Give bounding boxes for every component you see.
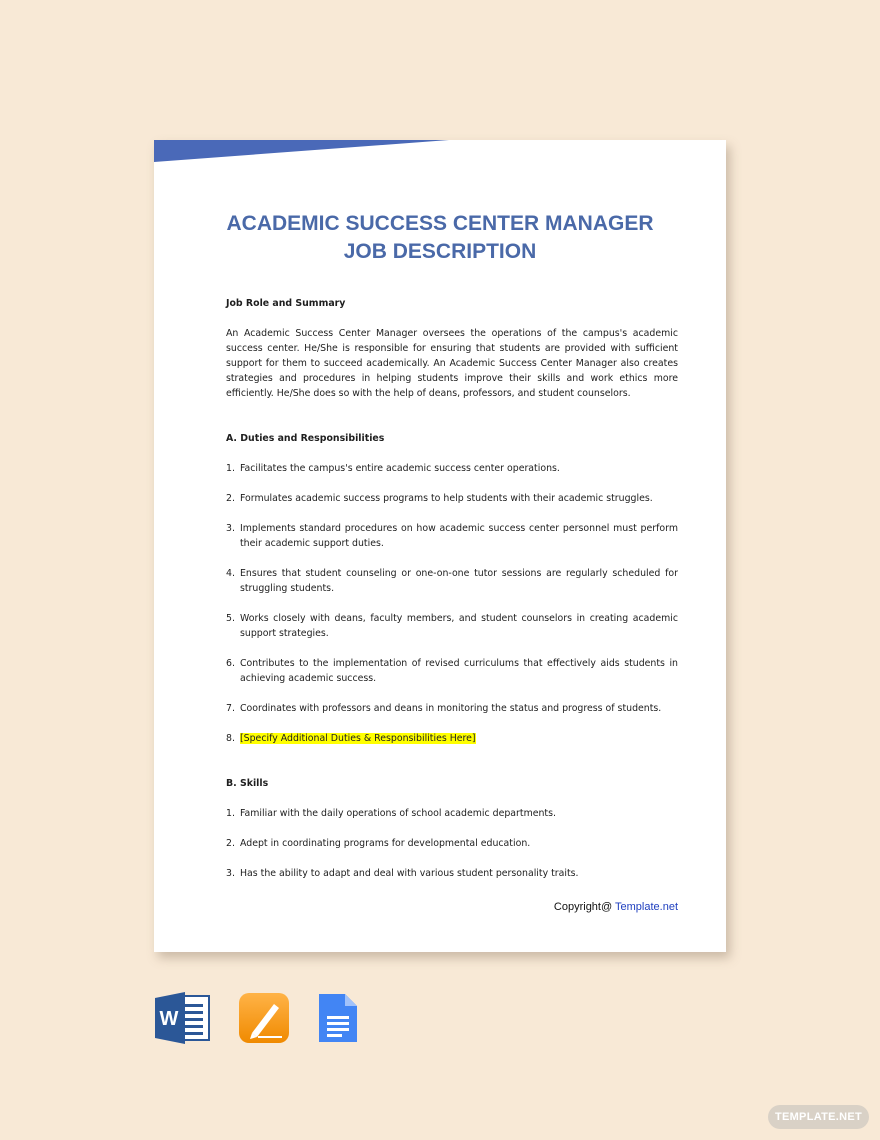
- header-band: [154, 140, 726, 164]
- skills-list: [226, 806, 678, 881]
- title-line-2: JOB DESCRIPTION: [343, 240, 537, 263]
- item-text: Facilitates the campus's entire academic success center operations.: [240, 463, 560, 474]
- skills-heading: B. Skills: [226, 778, 269, 789]
- word-icon[interactable]: [155, 992, 211, 1044]
- title-line-1: ACADEMIC SUCCESS CENTER MANAGER: [226, 212, 654, 235]
- item-text: Contributes to the implementation of revised curriculums that effectively aids students in achieving academic success.: [240, 658, 678, 684]
- copyright-line: [554, 901, 678, 913]
- item-text: Formulates academic success programs to help students with their academic struggles.: [240, 493, 653, 504]
- list-item: [226, 866, 678, 881]
- item-text: Implements standard procedures on how academic success center personnel must perform their academic support duties.: [240, 523, 678, 549]
- list-item: [226, 656, 678, 686]
- item-text: Coordinates with professors and deans in monitoring the status and progress of students.: [240, 703, 662, 714]
- list-item: [226, 806, 678, 821]
- pages-icon[interactable]: [238, 992, 290, 1044]
- list-item: [226, 566, 678, 596]
- list-item: [226, 701, 678, 716]
- duties-list: [226, 461, 678, 746]
- item-number: 2.: [226, 493, 235, 504]
- copyright-link[interactable]: Template.net: [615, 901, 678, 913]
- item-number: 1.: [226, 463, 235, 474]
- item-text: Adept in coordinating programs for developmental education.: [240, 838, 531, 849]
- placeholder-highlight: [Specify Additional Duties & Responsibilities Here]: [240, 733, 476, 744]
- item-number: 1.: [226, 808, 235, 819]
- list-item: [226, 836, 678, 851]
- item-number: 8.: [226, 733, 235, 744]
- summary-text: An Academic Success Center Manager oversees the operations of the campus's academic success center. He/She is responsible for ensuring that students are provided with sufficient support for them to succeed academically. An Academic Success Center Manager also creates strategies and procedures in helping students improve their skills and work ethics more efficiently. He/She does so with the help of deans, professors, and student counselors.: [226, 328, 678, 399]
- item-text: Familiar with the daily operations of school academic departments.: [240, 808, 556, 819]
- item-number: 3.: [226, 868, 235, 879]
- summary-heading: Job Role and Summary: [226, 298, 346, 309]
- item-number: 2.: [226, 838, 235, 849]
- item-text: Ensures that student counseling or one-on-one tutor sessions are regularly scheduled for struggling students.: [240, 568, 678, 594]
- copyright-label: Copyright@: [553, 901, 613, 913]
- item-number: 3.: [226, 523, 235, 534]
- list-item: [226, 611, 678, 641]
- item-number: 5.: [226, 613, 235, 624]
- template-net-badge: TEMPLATE.NET: [768, 1105, 869, 1129]
- document-body: [226, 296, 678, 896]
- item-number: 7.: [226, 703, 235, 714]
- document-page: [154, 140, 726, 952]
- item-text: Works closely with deans, faculty members, and student counselors in creating academic support strategies.: [240, 613, 678, 639]
- list-item: [226, 461, 678, 476]
- list-item: [226, 491, 678, 506]
- item-number: 4.: [226, 568, 235, 579]
- list-item: [226, 731, 678, 746]
- svg-text:W: W: [159, 1008, 179, 1030]
- page-title: [154, 210, 726, 266]
- item-number: 6.: [226, 658, 235, 669]
- google-docs-icon[interactable]: [317, 992, 359, 1044]
- item-text: Has the ability to adapt and deal with various student personality traits.: [240, 868, 579, 879]
- list-item: [226, 521, 678, 551]
- duties-heading: A. Duties and Responsibilities: [226, 433, 385, 444]
